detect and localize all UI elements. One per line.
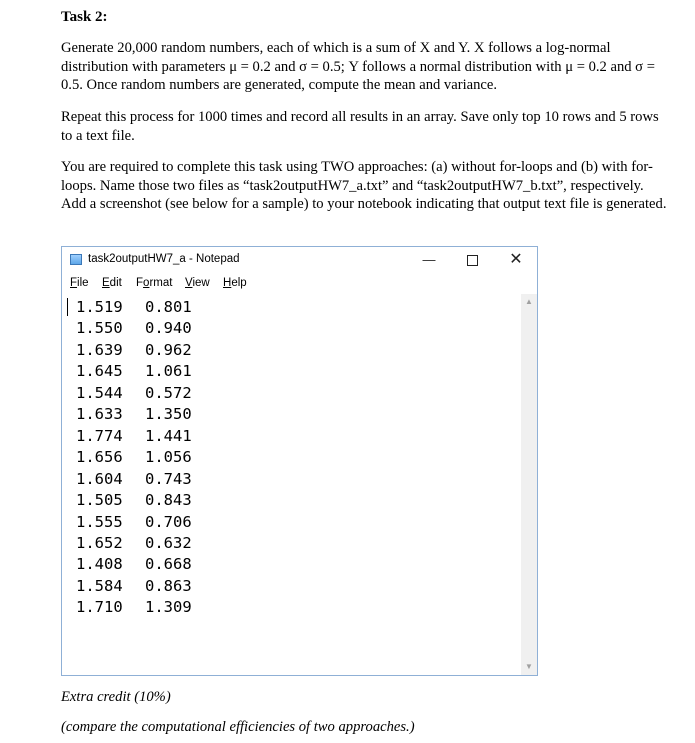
task-paragraph-3: You are required to complete this task using TWO approaches: (a) without for-loops and (b) with for-loops. Name those two files as “task2outputHW7_a.txt” and “task2outputHW7_b.txt”, respectively. Add a screenshot (see below for a sample) to your notebook indicating that output text file is generated. <box>61 159 667 212</box>
text-line <box>76 426 192 447</box>
value-column-2: 0.572 <box>145 383 192 402</box>
value-column-1: 1.408 <box>76 555 123 574</box>
value-column-2: 1.056 <box>145 448 192 467</box>
text-line <box>76 340 192 361</box>
text-line <box>76 318 192 339</box>
menu-file[interactable]: File <box>70 277 89 289</box>
menu-view[interactable]: View <box>185 277 210 289</box>
menu-bar <box>62 276 537 294</box>
text-line <box>76 297 192 318</box>
value-column-2: 1.441 <box>145 426 192 445</box>
notepad-window <box>61 246 538 676</box>
menu-format[interactable]: Format <box>136 277 173 289</box>
value-column-1: 1.505 <box>76 491 123 510</box>
value-column-2: 0.843 <box>145 491 192 510</box>
scroll-down-arrow-icon[interactable]: ▼ <box>525 662 533 671</box>
value-column-1: 1.656 <box>76 448 123 467</box>
text-line <box>76 404 192 425</box>
value-column-2: 0.706 <box>145 512 192 531</box>
extra-credit-note: (compare the computational efficiencies of two approaches.) <box>61 719 415 735</box>
minimize-button[interactable]: — <box>422 252 436 267</box>
text-line <box>76 597 192 618</box>
value-column-1: 1.519 <box>76 298 123 316</box>
value-column-1: 1.633 <box>76 405 123 424</box>
text-caret <box>67 298 68 316</box>
text-line <box>76 469 192 490</box>
vertical-scrollbar[interactable] <box>521 294 537 675</box>
menu-edit[interactable]: Edit <box>102 277 122 289</box>
value-column-1: 1.652 <box>76 533 123 552</box>
text-area[interactable] <box>63 294 521 674</box>
maximize-icon <box>467 255 478 266</box>
value-column-1: 1.774 <box>76 426 123 445</box>
value-column-2: 0.801 <box>145 298 192 316</box>
text-line <box>76 490 192 511</box>
value-column-1: 1.639 <box>76 340 123 359</box>
value-column-1: 1.604 <box>76 469 123 488</box>
scroll-up-arrow-icon[interactable]: ▲ <box>525 297 533 306</box>
task-paragraph-2: Repeat this process for 1000 times and record all results in an array. Save only top 10 rows and 5 rows to a text file. <box>61 109 659 144</box>
value-column-2: 0.743 <box>145 469 192 488</box>
close-button[interactable]: ✕ <box>509 251 523 268</box>
maximize-button[interactable] <box>461 250 483 270</box>
value-column-1: 1.645 <box>76 362 123 381</box>
value-column-2: 0.863 <box>145 576 192 595</box>
text-line <box>76 512 192 533</box>
window-title: task2outputHW7_a - Notepad <box>88 253 240 265</box>
value-column-2: 1.350 <box>145 405 192 424</box>
notepad-titlebar[interactable] <box>62 247 537 273</box>
value-column-2: 1.309 <box>145 598 192 617</box>
text-line <box>76 533 192 554</box>
value-column-2: 0.940 <box>145 319 192 338</box>
notepad-icon <box>70 254 82 265</box>
text-line <box>76 447 192 468</box>
extra-credit-heading: Extra credit (10%) <box>61 689 171 705</box>
value-column-2: 1.061 <box>145 362 192 381</box>
value-column-2: 0.632 <box>145 533 192 552</box>
task-title: Task 2: <box>61 9 108 25</box>
value-column-1: 1.555 <box>76 512 123 531</box>
value-column-1: 1.544 <box>76 383 123 402</box>
text-line <box>76 383 192 404</box>
value-column-2: 0.668 <box>145 555 192 574</box>
value-column-1: 1.710 <box>76 598 123 617</box>
task-paragraph-1: Generate 20,000 random numbers, each of which is a sum of X and Y. X follows a log-normal distribution with parameters μ = 0.2 and σ = 0.5; Y follows a normal distribution with μ = 0.2 and σ = 0.5. Once random numbers are generated, compute the mean and variance. <box>61 40 655 93</box>
value-column-1: 1.584 <box>76 576 123 595</box>
menu-help[interactable]: Help <box>223 277 247 289</box>
text-line <box>76 554 192 575</box>
text-line <box>76 576 192 597</box>
value-column-1: 1.550 <box>76 319 123 338</box>
text-line <box>76 361 192 382</box>
value-column-2: 0.962 <box>145 340 192 359</box>
